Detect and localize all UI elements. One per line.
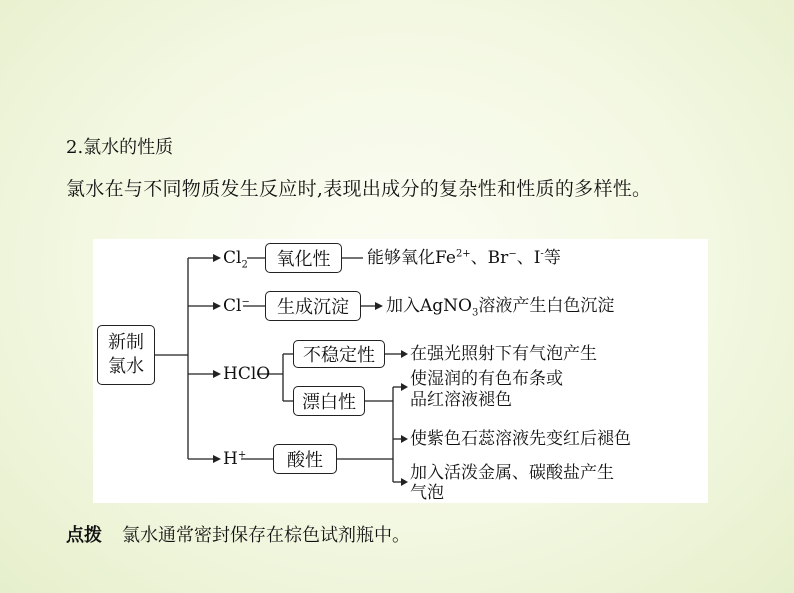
property-box-bleaching: 漂白性 [293,386,365,416]
property-box-acidity: 酸性 [273,444,337,474]
desc-litmus: 使紫色石蕊溶液先变红后褪色 [410,429,631,449]
property-box-oxidizing: 氧化性 [265,243,342,273]
species-h-plus: H+ [223,449,247,469]
species-chloride: Cl− [223,296,250,316]
root-line1: 新制 [108,332,144,353]
intro-text: 氯水在与不同物质发生反应时,表现出成分的复杂性和性质的多样性。 [66,178,652,200]
desc-oxidizing: 能够氧化$Fe^{2+}$、Br−、I-等 [367,248,561,268]
property-box-precipitate: 生成沉淀 [265,291,361,321]
desc-precipitate: 加入AgNO$_3$溶液产生白色沉淀 [386,296,615,319]
section-heading: 2.氯水的性质 [66,137,174,158]
desc-bleaching-line2: 品红溶液褪色 [410,390,512,410]
property-box-unstable: 不稳定性 [293,340,385,368]
species-cl2: $Cl_2$ [223,248,248,271]
root-line2: 氯水 [108,356,144,377]
desc-metal-carbonate-line1: 加入活泼金属、碳酸盐产生 [410,463,614,483]
desc-unstable: 在强光照射下有气泡产生 [410,344,597,364]
root-node [97,325,155,385]
tip-note [66,521,410,547]
chlorine-water-diagram [93,239,708,503]
connector-lines [93,239,708,503]
tip-text: 氯水通常密封保存在棕色试剂瓶中。 [122,525,410,546]
desc-metal-carbonate-line2: 气泡 [410,483,444,503]
tip-label: 点拨 [66,525,102,546]
desc-bleaching-line1: 使湿润的有色布条或 [410,369,563,389]
species-hclo: HClO [223,364,271,384]
